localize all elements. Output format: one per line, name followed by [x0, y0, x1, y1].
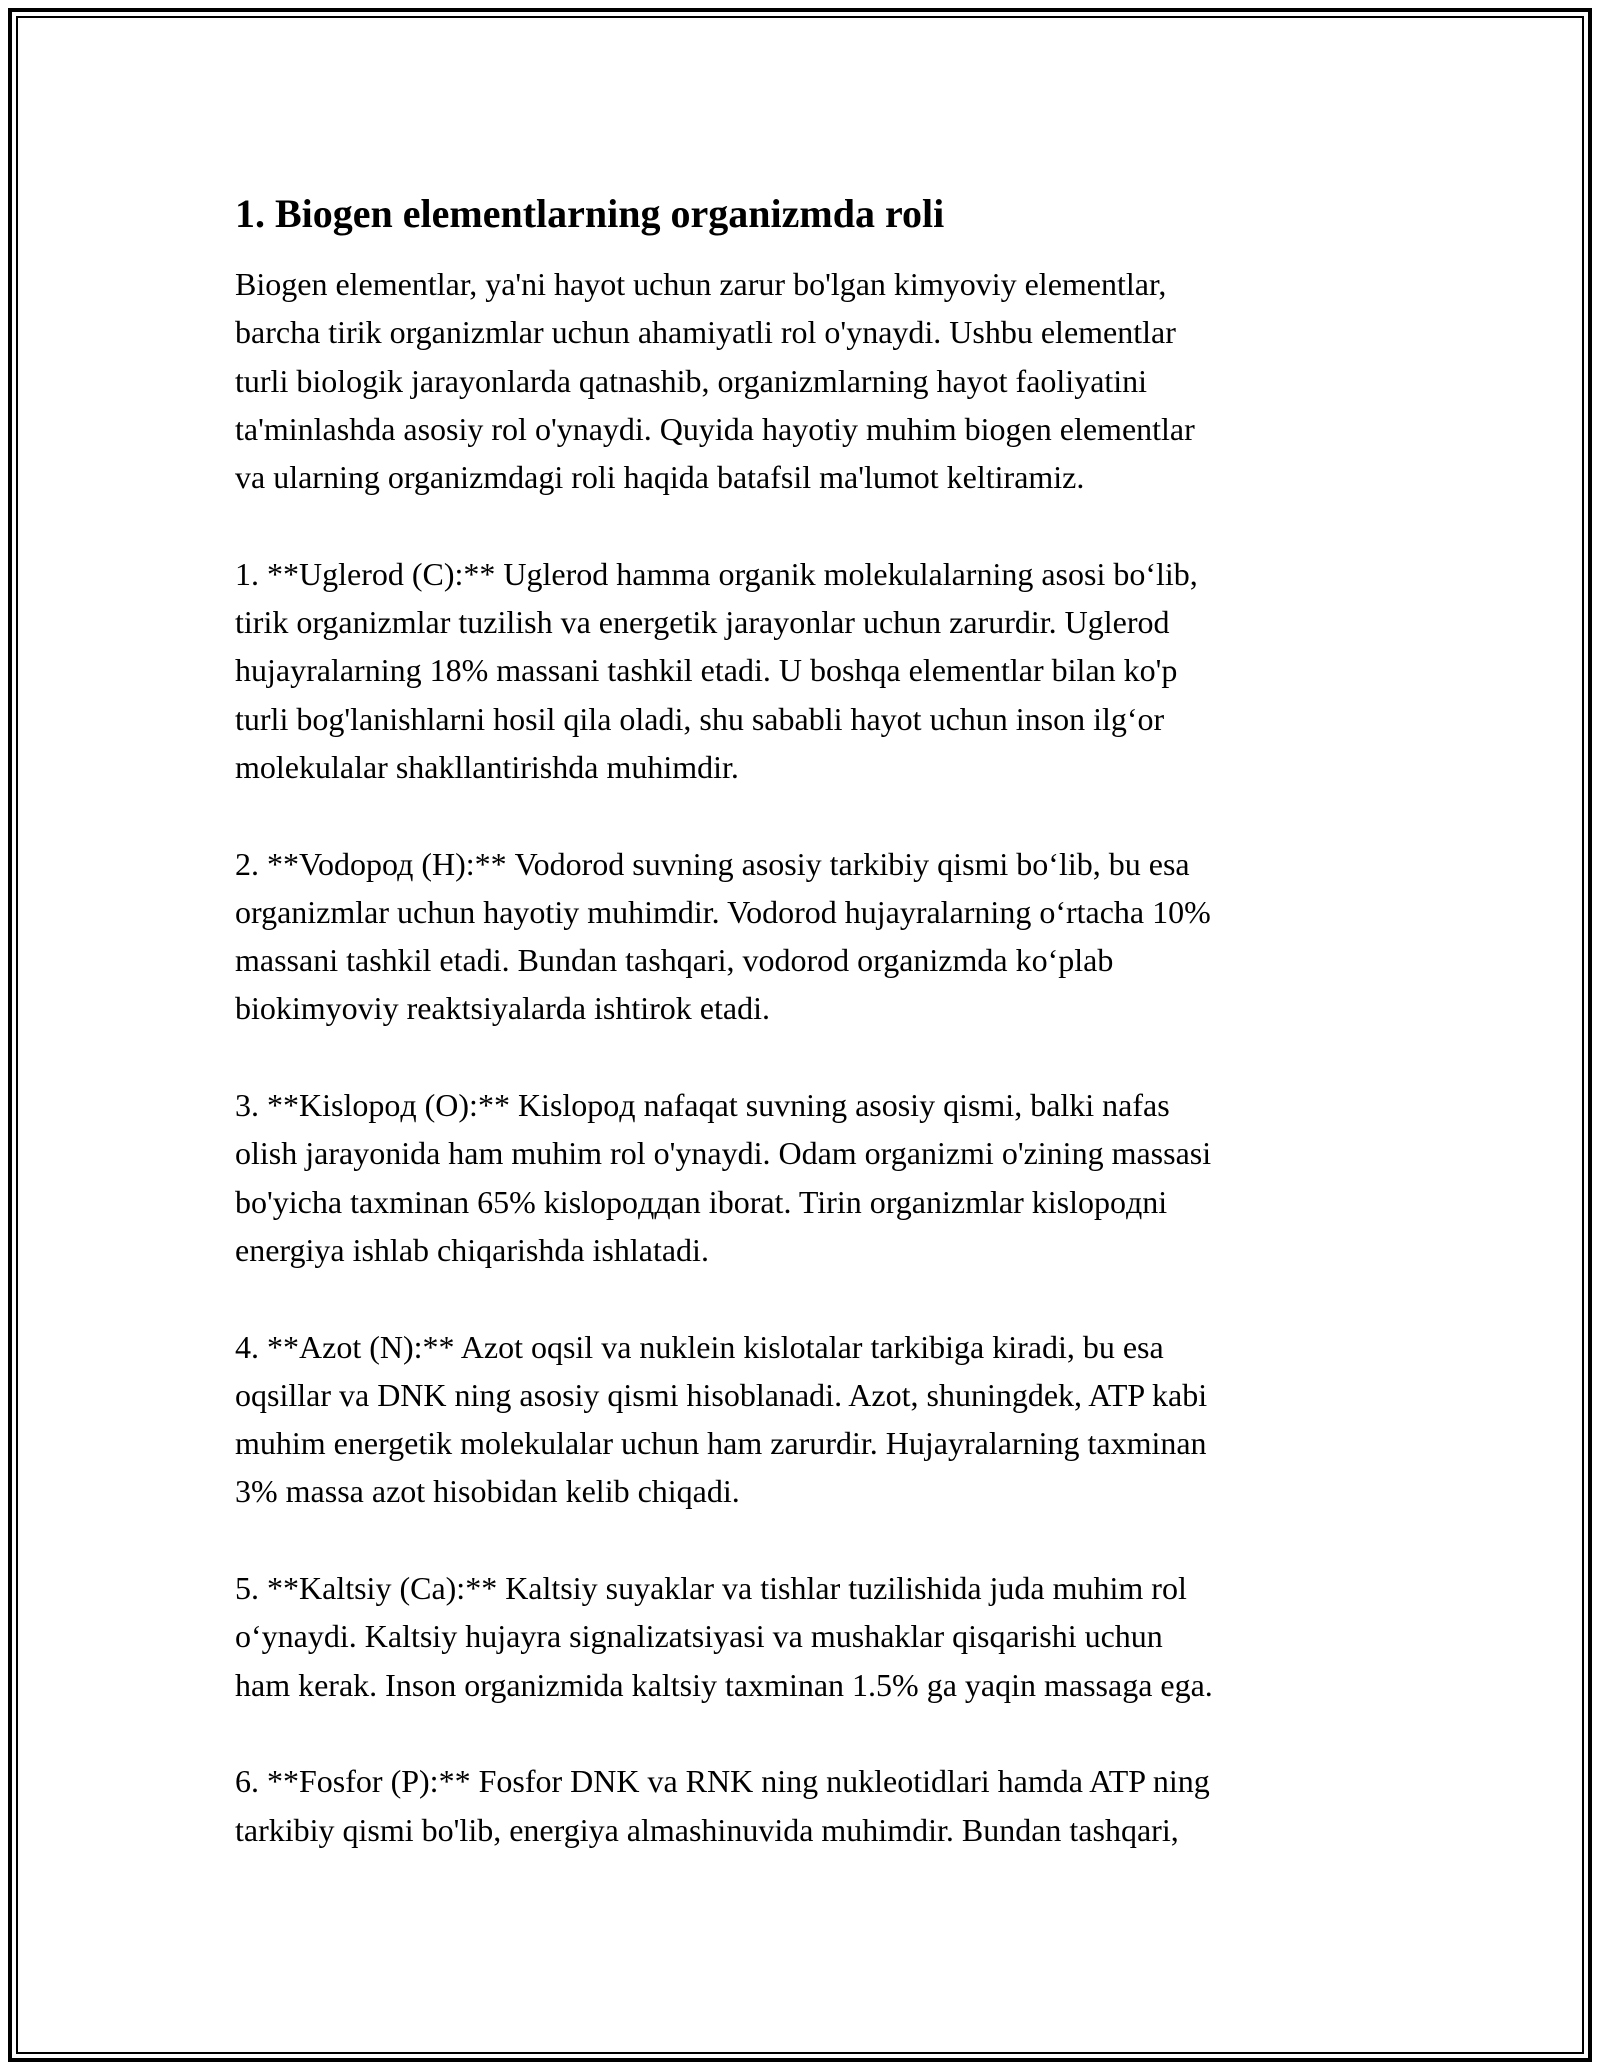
text-line: molekulalar shakllantirishda muhimdir.: [235, 748, 739, 785]
text-line: turli biologik jarayonlarda qatnashib, organizmlarning hayot faoliyatini: [235, 362, 1148, 399]
text-line: o‘ynaydi. Kaltsiy hujayra signalizatsiyasi va mushaklar qisqarishi uchun: [235, 1618, 1163, 1655]
element-paragraph: [235, 1323, 1385, 1516]
text-line: 4. **Azot (N):** Azot oqsil va nuklein kislotalar tarkibiga kiradi, bu esa: [235, 1328, 1164, 1365]
text-line: turli bog'lanishlarni hosil qila oladi, shu sababli hayot uchun inson ilg‘or: [235, 700, 1165, 737]
text-line: bo'yicha taxminan 65% kislopoддan iborat. Tirin organizmlar kislopoдni: [235, 1183, 1168, 1220]
element-paragraph: [235, 840, 1385, 1033]
section-heading: 1. Biogen elementlarning organizmda roli: [235, 191, 945, 236]
intro-paragraph: [235, 260, 1385, 501]
text-line: energiya ishlab chiqarishda ishlatadi.: [235, 1231, 709, 1268]
text-line: tarkibiy qismi bo'lib, energiya almashinuvida muhimdir. Bundan tashqari,: [235, 1811, 1179, 1848]
text-line: 2. **Vodoрод (H):** Vodorod suvning asosiy tarkibiy qismi bo‘lib, bu esa: [235, 845, 1190, 882]
text-line: 5. **Kaltsiy (Ca):** Kaltsiy suyaklar va tishlar tuzilishida juda muhim rol: [235, 1570, 1187, 1607]
text-line: muhim energetik molekulalar uchun ham zarurdir. Hujayralarning taxminan: [235, 1425, 1207, 1462]
text-line: ham kerak. Inson organizmida kaltsiy taxminan 1.5% ga yaqin massaga ega.: [235, 1666, 1213, 1703]
text-line: 3% massa azot hisobidan kelib chiqadi.: [235, 1473, 740, 1510]
text-line: Biogen elementlar, ya'ni hayot uchun zarur bo'lgan kimyoviy elementlar,: [235, 266, 1167, 302]
text-line: biokimyoviy reaktsiyalarda ishtirok etadi.: [235, 990, 770, 1027]
element-paragraph: [235, 1081, 1385, 1274]
text-line: tirik organizmlar tuzilish va energetik jarayonlar uchun zarurdir. Uglerod: [235, 604, 1170, 641]
element-paragraph: [235, 1757, 1385, 1854]
text-line: oqsillar va DNK ning asosiy qismi hisoblanadi. Azot, shuningdek, ATP kabi: [235, 1376, 1208, 1413]
text-line: va ularning organizmdagi roli haqida batafsil ma'lumot keltiramiz.: [235, 459, 1085, 496]
text-line: olish jarayonida ham muhim rol o'ynaydi. Odam organizmi o'zining massasi: [235, 1135, 1212, 1172]
paragraph-list: [235, 260, 1385, 1854]
document-body: [235, 188, 1385, 1902]
element-paragraph: [235, 1564, 1385, 1709]
element-paragraph: [235, 550, 1385, 791]
text-line: 6. **Fosfor (P):** Fosfor DNK va RNK ning nukleotidlari hamda ATP ning: [235, 1763, 1210, 1800]
text-line: massani tashkil etadi. Bundan tashqari, vodorod organizmda ko‘plab: [235, 942, 1114, 979]
text-line: hujayralarning 18% massani tashkil etadi. U boshqa elementlar bilan ko'p: [235, 652, 1178, 689]
text-line: ta'minlashda asosiy rol o'ynaydi. Quyida hayotiy muhim biogen elementlar: [235, 410, 1195, 447]
text-line: 3. **Kislopoд (O):** Kislopoд nafaqat suvning asosiy qismi, balki nafas: [235, 1087, 1170, 1124]
text-line: barcha tirik organizmlar uchun ahamiyatli rol o'ynaydi. Ushbu elementlar: [235, 314, 1176, 351]
text-line: 1. **Uglerod (C):** Uglerod hamma organik molekulalarning asosi bo‘lib,: [235, 555, 1198, 592]
text-line: organizmlar uchun hayotiy muhimdir. Vodorod hujayralarning o‘rtacha 10%: [235, 893, 1211, 930]
